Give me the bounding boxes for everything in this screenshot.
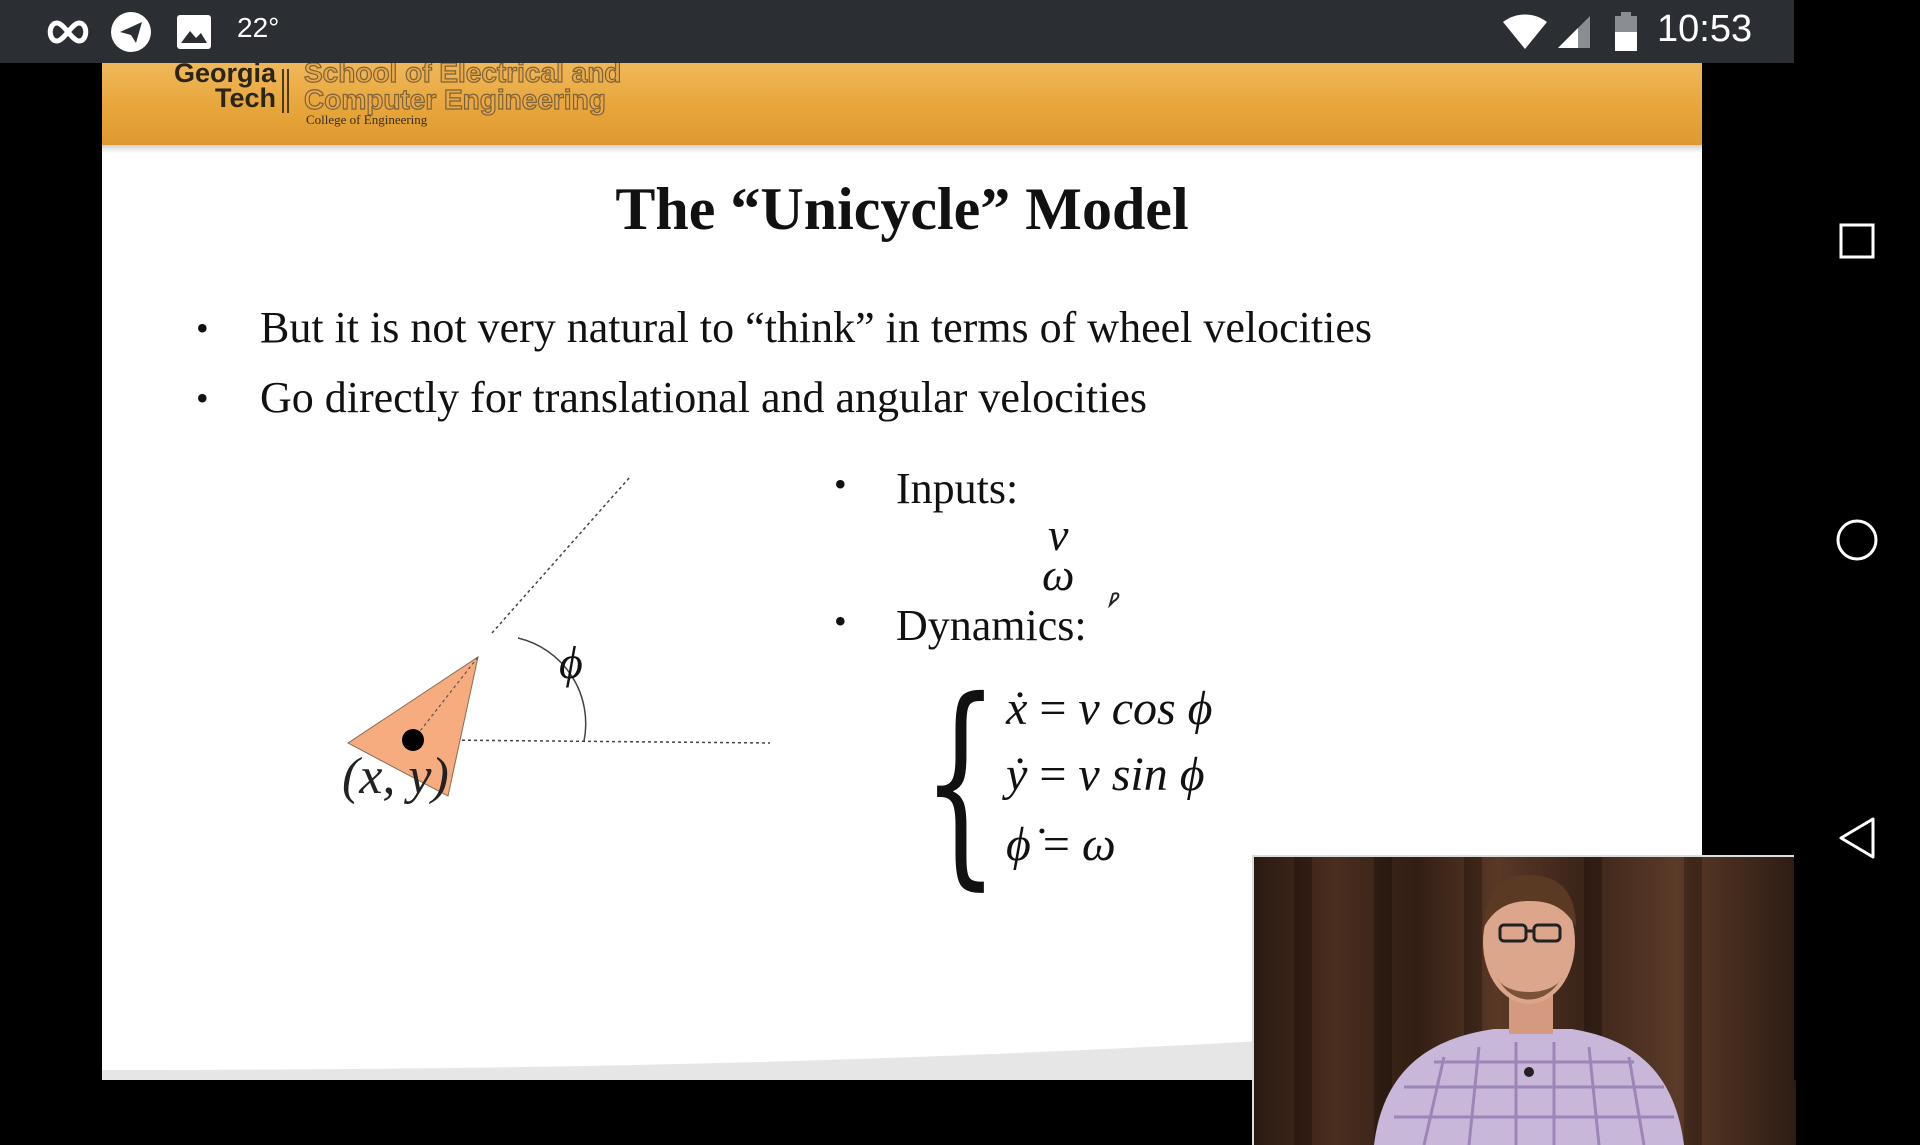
- bullet-item: • But it is not very natural to “think” in terms of wheel velocities: [196, 303, 1372, 352]
- slide-title: The “Unicycle” Model: [615, 176, 1189, 242]
- navigation-bar: [1794, 0, 1920, 1080]
- clock: 10:53: [1657, 8, 1753, 50]
- school-name: School of Electrical and Computer Engineering: [304, 63, 622, 115]
- var-v: v: [1048, 509, 1069, 560]
- equation-1: ẋ = v cos ϕ: [1006, 682, 1213, 735]
- bullet-item: • Go directly for translational and angular velocities: [196, 373, 1148, 422]
- var-omega: ω: [1042, 549, 1075, 600]
- equation-2: ẏ = v sin ϕ: [1006, 748, 1205, 801]
- dynamics-bullet: • Dynamics:: [834, 601, 1087, 650]
- georgia-tech-logo: Georgia Tech: [173, 63, 276, 113]
- brace: {: [922, 653, 999, 909]
- infinity-icon: [46, 0, 90, 63]
- status-bar: [0, 0, 1794, 63]
- input-variables: [1042, 509, 1075, 600]
- pen-cursor-icon: [1110, 593, 1118, 605]
- speaker-video[interactable]: [1252, 855, 1796, 1145]
- equation-3: ϕ̇ = ω: [1006, 818, 1116, 871]
- college-name: College of Engineering: [306, 112, 428, 127]
- recents-square-icon[interactable]: [1822, 206, 1892, 276]
- temperature: 22°: [237, 12, 280, 43]
- speaker-figure: [1254, 857, 1796, 1145]
- phi-label: ϕ: [559, 637, 583, 688]
- battery-icon: [1614, 0, 1638, 63]
- sub-bullets: [834, 463, 1087, 650]
- gallery-icon: [176, 0, 212, 63]
- signal-icon: [1556, 0, 1592, 63]
- back-triangle-icon[interactable]: [1822, 803, 1892, 873]
- position-label: (x, y): [342, 748, 449, 805]
- x-axis-line: [438, 740, 770, 743]
- video-player[interactable]: [0, 63, 1794, 1080]
- wifi-icon: [1502, 0, 1548, 63]
- home-circle-icon[interactable]: [1822, 505, 1892, 575]
- telegram-icon: [110, 0, 152, 63]
- inputs-bullet: • Inputs:: [834, 464, 1019, 513]
- heading-line: [492, 477, 630, 633]
